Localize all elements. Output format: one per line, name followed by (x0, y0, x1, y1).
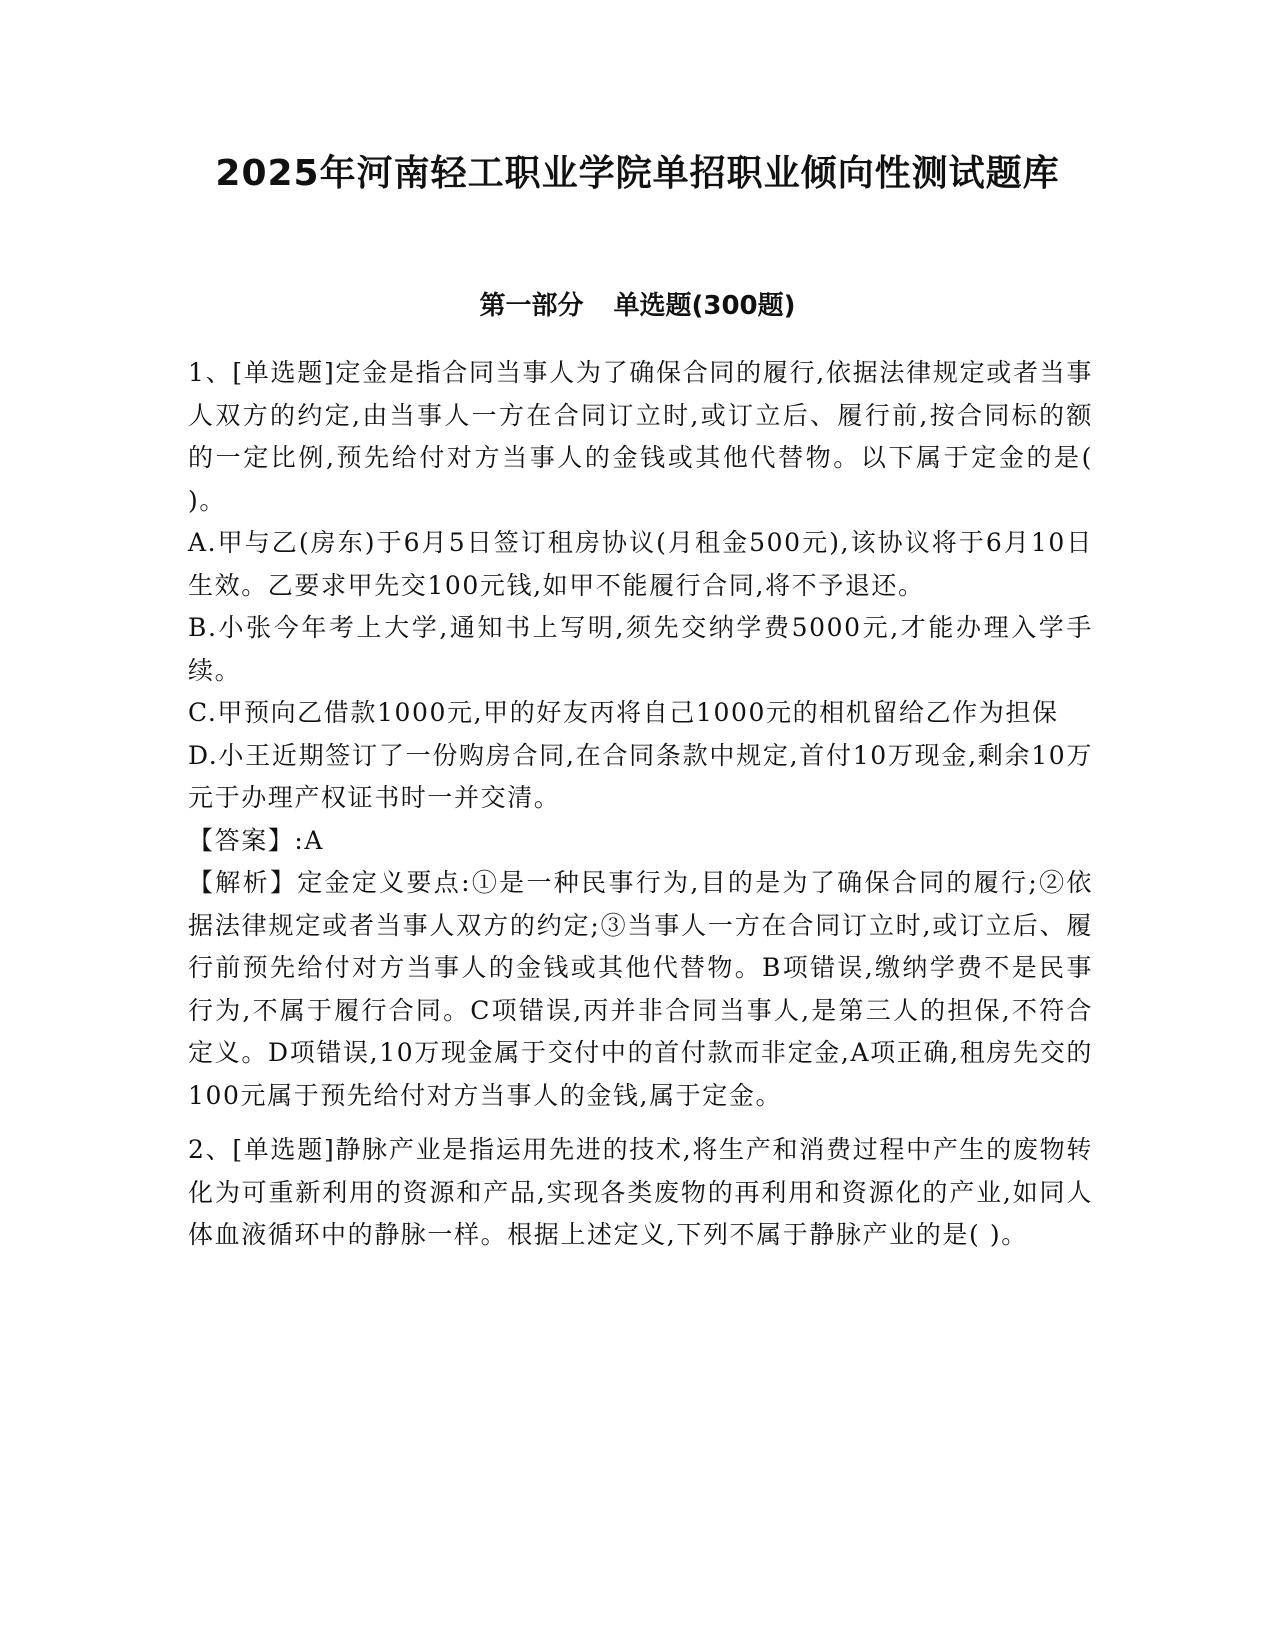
section-name: 单选题(300题) (613, 291, 796, 321)
option-d: D.小王近期签订了一份购房合同,在合同条款中规定,首付10万现金,剩余10万元于办理产权证书时一并交清。 (188, 740, 1093, 812)
section-part: 第一部分 (479, 291, 584, 321)
answer-line: 【答案】:A (188, 825, 325, 855)
option-c: C.甲预向乙借款1000元,甲的好友丙将自己1000元的相机留给乙作为担保 (188, 698, 1059, 727)
option-b: B.小张今年考上大学,通知书上写明,须先交纳学费5000元,才能办理入学手续。 (188, 613, 1093, 685)
document-title: 2025年河南轻工职业学院单招职业倾向性测试题库 (215, 153, 1060, 194)
option-a: A.甲与乙(房东)于6月5日签订租房协议(月租金500元),该协议将于6月10日生效。乙要求甲先交100元钱,如甲不能履行合同,将不予退还。 (188, 528, 1093, 600)
question-list (188, 352, 1093, 1257)
question-2 (188, 1129, 1093, 1257)
section-title (0, 286, 1275, 326)
question-stem: 1、[单选题]定金是指合同当事人为了确保合同的履行,依据法律规定或者当事人双方的约定,由当事人一方在合同订立时,或订立后、履行前,按合同标的额的一定比例,预先给付对方当事人的金钱或其他代替物。以下属于定金的是( )。 (188, 358, 1093, 515)
question-1 (188, 352, 1093, 1117)
analysis-paragraph: 【解析】定金定义要点:①是一种民事行为,目的是为了确保合同的履行;②依据法律规定或者当事人双方的约定;③当事人一方在合同订立时,或订立后、履行前预先给付对方当事人的金钱或其他代替物。B项错误,缴纳学费不是民事行为,不属于履行合同。C项错误,丙并非合同当事人,是第三人的担保,不符合定义。D项错误,10万现金属于交付中的首付款而非定金,A项正确,租房先交的100元属于预先给付对方当事人的金钱,属于定金。 (188, 868, 1093, 1110)
question-stem: 2、[单选题]静脉产业是指运用先进的技术,将生产和消费过程中产生的废物转化为可重新利用的资源和产品,实现各类废物的再利用和资源化的产业,如同人体血液循环中的静脉一样。根据上述定义,下列不属于静脉产业的是( )。 (188, 1135, 1093, 1249)
